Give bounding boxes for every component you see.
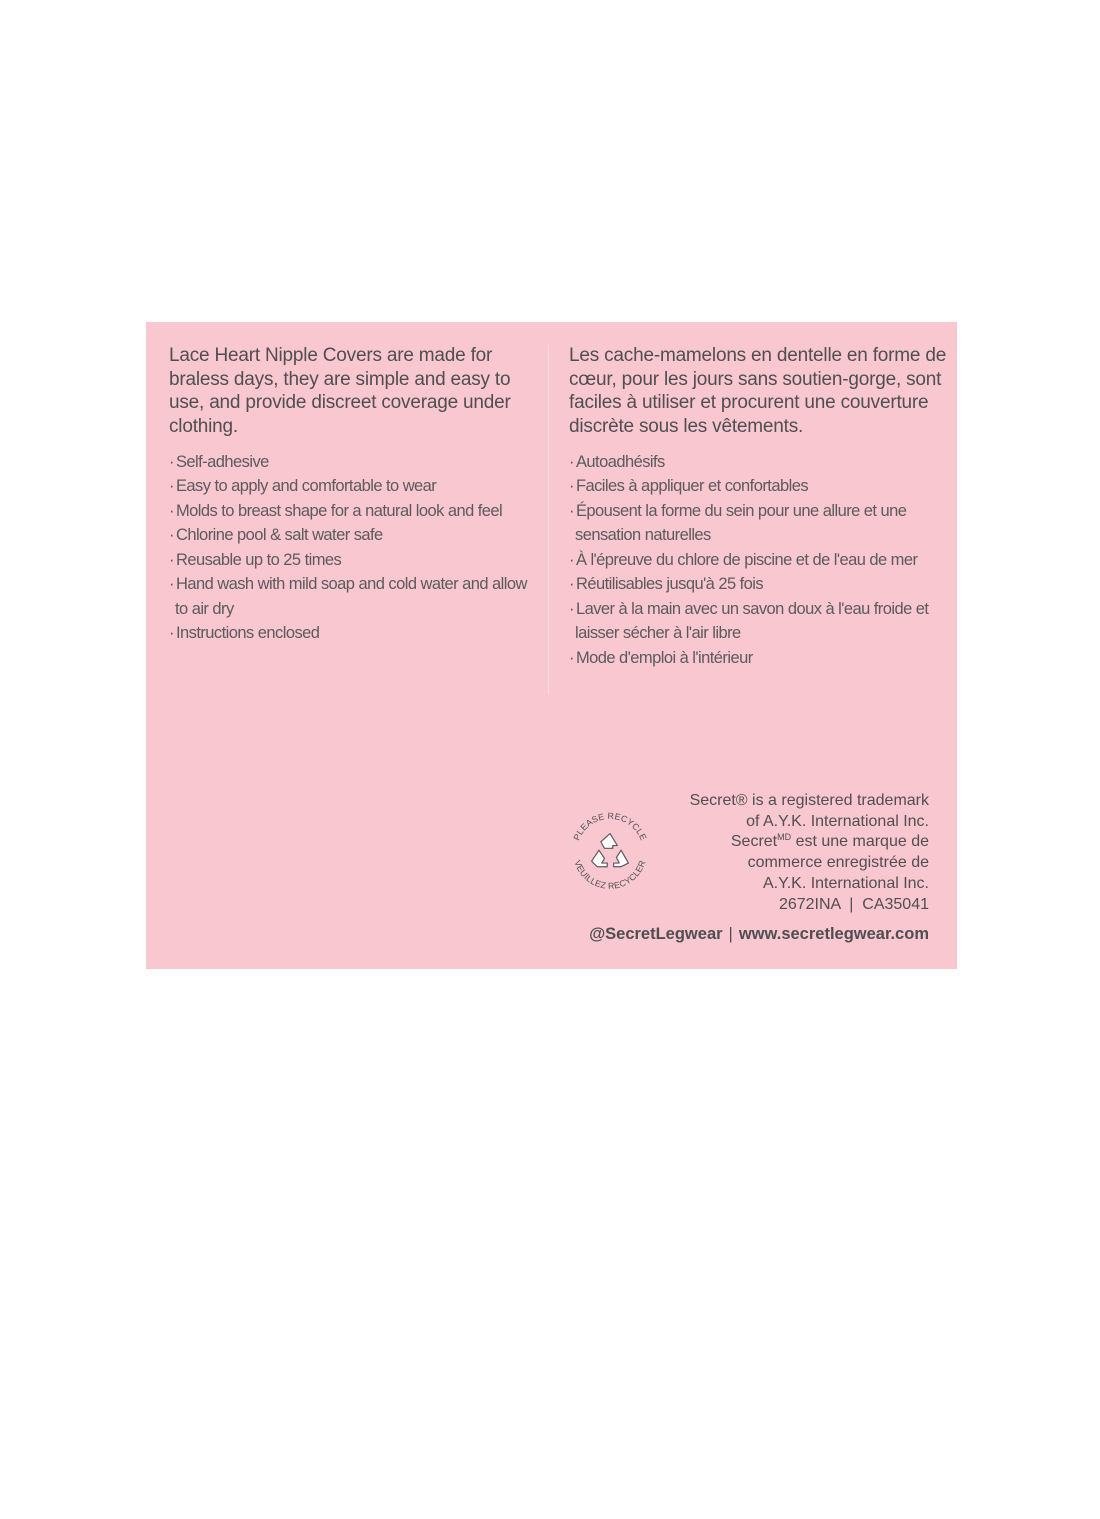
english-intro: Lace Heart Nipple Covers are made for braless days, they are simple and easy to use, and provide discreet coverage under clothing. [169,345,511,438]
recycle-bottom-text: VEUILLEZ RECYCLER [572,858,648,891]
website-link: www.secretlegwear.com [738,925,929,943]
footer-separator: | [728,925,733,943]
english-bullet-list [169,450,541,646]
social-handle: @SecretLegwear [589,925,723,943]
list-item: · Faciles à appliquer et confortables [569,477,809,496]
list-item: · Laver à la main avec un savon doux à l'eau froide et laisser sécher à l'air libre [569,599,929,643]
list-item: · Hand wash with mild soap and cold water and allow to air dry [169,575,527,618]
trademark-line: Secret$^{MD}$ est une marque de [730,832,929,851]
trademark-line: Secret® is a registered trademark [689,792,929,809]
list-item: · Self-adhesive [169,452,269,471]
list-item: · Réutilisables jusqu'à 25 fois [569,575,764,594]
list-item: · Chlorine pool & salt water safe [169,526,383,545]
french-bullet-list [569,450,954,671]
recycle-top-text: PLEASE RECYCLE [571,810,649,842]
french-column [569,344,954,670]
trademark-line: of A.Y.K. International Inc. [746,812,929,830]
list-item: · Instructions enclosed [169,624,320,643]
list-item: · Molds to breast shape for a natural look and feel [169,501,503,520]
french-intro: Les cache-mamelons en dentelle en forme de cœur, pour les jours sans soutien-gorge, sont faciles à utiliser et procurent une couverture discrète sous les vêtements. [569,345,947,438]
footer-links [589,925,929,944]
product-codes: 2672INA | CA35041 [778,895,929,913]
list-item: · Easy to apply and comfortable to wear [169,477,437,496]
english-column [169,344,541,646]
list-item: · Mode d'emploi à l'intérieur [569,648,753,667]
trademark-line: A.Y.K. International Inc. [762,874,929,892]
packaging-card [146,322,957,969]
list-item: · Reusable up to 25 times [169,550,342,569]
column-divider [548,344,549,695]
list-item: · Autoadhésifs [569,452,665,471]
trademark-line: commerce enregistrée de [747,854,929,872]
list-item: · Épousent la forme du sein pour une allure et une sensation naturelles [569,501,907,545]
trademark-notice [629,791,929,915]
list-item: · À l'épreuve du chlore de piscine et de l'eau de mer [569,550,918,569]
recycle-icon [592,834,629,867]
